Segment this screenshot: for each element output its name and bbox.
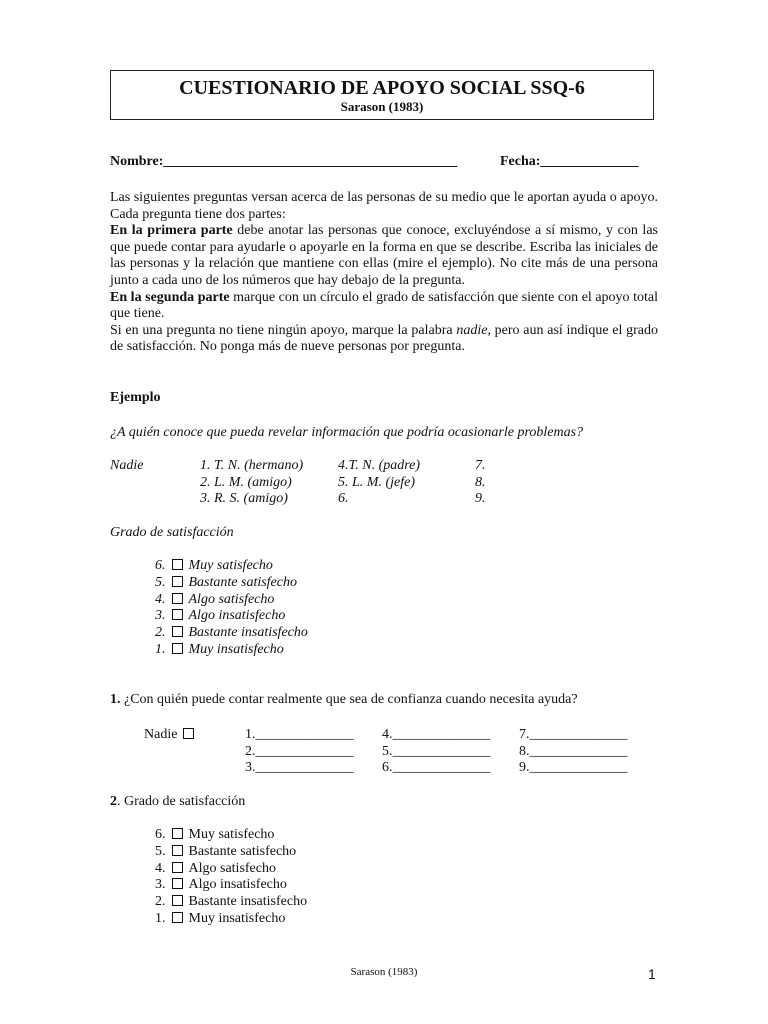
option-number: 6. [155, 827, 166, 842]
question-1-column-3 [519, 727, 628, 777]
option-label: Algo insatisfecho [188, 608, 286, 624]
option-label: Algo satisfecho [188, 591, 275, 607]
satisfaction-option [155, 827, 307, 844]
answer-line[interactable]: 1.______________ [245, 727, 354, 742]
option-label: Algo satisfecho [188, 860, 276, 876]
answer-line[interactable]: 4.______________ [382, 727, 491, 742]
option-label: Muy insatisfecho [188, 641, 284, 657]
question-1-nadie [144, 727, 200, 744]
example-option [155, 608, 308, 625]
option-number: 5. [155, 843, 166, 859]
instructions-intro: Las siguientes preguntas versan acerca de las personas de su medio que le aportan ayuda o apoyo. Cada pregunta tiene dos partes: [110, 190, 658, 222]
checkbox-icon[interactable] [172, 895, 183, 906]
page-title: CUESTIONARIO DE APOYO SOCIAL SSQ-6 [179, 77, 585, 99]
example-option [155, 625, 308, 642]
example-option [155, 558, 308, 575]
nadie-text-a: Si en una pregunta no tiene ningún apoyo, marque la palabra [110, 322, 457, 338]
name-field[interactable]: Nombre:__________________________________________ [110, 154, 458, 169]
option-label: Bastante insatisfecho [188, 625, 308, 641]
example-satisfaction-heading: Grado de satisfacción [110, 525, 234, 540]
answer-line[interactable]: 6.______________ [382, 760, 491, 776]
date-field[interactable]: Fecha:______________ [500, 154, 639, 169]
example-option [155, 575, 308, 592]
example-column-1 [200, 458, 303, 508]
example-option [155, 642, 308, 659]
question-2-options [155, 827, 307, 928]
question-1-number: 1. [110, 692, 121, 707]
example-entry: 5. L. M. (jefe) [338, 474, 415, 490]
option-number: 2. [155, 625, 166, 641]
example-option [155, 592, 308, 609]
example-entry: 9. [475, 491, 486, 507]
example-entry: 6. [338, 491, 349, 507]
nadie-text-b: , pero aun así indique el grado de satisfacción. No ponga más de nueve personas por pregunta. [110, 322, 658, 355]
checkbox-icon[interactable] [172, 609, 183, 620]
part1-text: debe anotar las personas que conoce, excluyéndose a sí mismo, y con las que puede contar para ayudarle o apoyarle en la forma en que se describe. Escriba las iniciales de las personas y la relación que mantiene con ellas (mire el ejemplo). No cite más de una persona junto a cada uno de los números que hay debajo de la pregunta. [110, 223, 658, 288]
instructions [110, 190, 658, 356]
instructions-part1 [110, 223, 658, 289]
example-entry: 8. [475, 474, 486, 490]
question-1 [110, 692, 578, 709]
example-entry: 3. R. S. (amigo) [200, 491, 288, 507]
satisfaction-option [155, 911, 307, 928]
satisfaction-option [155, 844, 307, 861]
example-column-3 [475, 458, 486, 508]
option-number: 2. [155, 894, 166, 910]
nadie-word: nadie [456, 322, 488, 338]
option-label: Bastante satisfecho [188, 843, 297, 859]
checkbox-icon[interactable] [172, 912, 183, 923]
part2-text: marque con un círculo el grado de satisfacción que siente con el apoyo total que tiene. [110, 289, 659, 322]
option-label: Bastante satisfecho [188, 574, 297, 590]
example-satisfaction-options [155, 558, 308, 659]
option-label: Muy satisfecho [188, 558, 273, 573]
page-subtitle: Sarason (1983) [340, 99, 424, 114]
answer-line[interactable]: 7.______________ [519, 727, 628, 742]
option-number: 3. [155, 608, 166, 624]
checkbox-icon[interactable] [172, 626, 183, 637]
option-number: 3. [155, 877, 166, 893]
title-box [110, 70, 654, 120]
nadie-checkbox-icon[interactable] [183, 728, 194, 739]
option-label: Muy satisfecho [188, 827, 275, 842]
instructions-part2 [110, 290, 658, 323]
example-question: ¿A quién conoce que pueda revelar información que podría ocasionarle problemas? [110, 425, 584, 440]
part1-label: En la primera parte [110, 223, 233, 239]
footer-citation: Sarason (1983) [350, 966, 418, 978]
example-column-2 [338, 458, 420, 508]
checkbox-icon[interactable] [172, 643, 183, 654]
checkbox-icon[interactable] [172, 862, 183, 873]
question-1-text: ¿Con quién puede contar realmente que sea de confianza cuando necesita ayuda? [120, 692, 578, 707]
question-2 [110, 794, 245, 811]
nadie-label: Nadie [144, 727, 178, 742]
page-number: 1 [648, 966, 656, 982]
checkbox-icon[interactable] [172, 828, 183, 839]
option-number: 4. [155, 591, 166, 607]
satisfaction-option [155, 894, 307, 911]
option-number: 1. [155, 641, 166, 657]
option-label: Muy insatisfecho [188, 910, 286, 926]
example-heading: Ejemplo [110, 390, 161, 405]
checkbox-icon[interactable] [172, 576, 183, 587]
answer-line[interactable]: 3.______________ [245, 760, 354, 776]
option-number: 5. [155, 574, 166, 590]
checkbox-icon[interactable] [172, 593, 183, 604]
checkbox-icon[interactable] [172, 845, 183, 856]
answer-line[interactable]: 2.______________ [245, 743, 354, 759]
instructions-nadie [110, 323, 658, 356]
question-1-column-2 [382, 727, 491, 777]
example-nadie: Nadie [110, 458, 144, 473]
satisfaction-option [155, 861, 307, 878]
example-entry: 1. T. N. (hermano) [200, 458, 304, 473]
option-number: 6. [155, 558, 166, 573]
checkbox-icon[interactable] [172, 559, 183, 570]
question-2-number: 2 [110, 794, 117, 809]
example-entry: 7. [475, 458, 486, 473]
example-entry: 4.T. N. (padre) [338, 458, 421, 473]
example-entry: 2. L. M. (amigo) [200, 474, 292, 490]
option-number: 4. [155, 860, 166, 876]
option-number: 1. [155, 910, 166, 926]
satisfaction-option [155, 877, 307, 894]
part2-label: En la segunda parte [110, 289, 230, 305]
answer-line[interactable]: 8.______________ [519, 743, 628, 759]
option-label: Algo insatisfecho [188, 877, 287, 893]
answer-line[interactable]: 5.______________ [382, 743, 491, 759]
option-label: Bastante insatisfecho [188, 894, 308, 910]
question-2-text: . Grado de satisfacción [117, 794, 246, 809]
question-1-column-1 [245, 727, 354, 777]
answer-line[interactable]: 9.______________ [519, 760, 628, 776]
checkbox-icon[interactable] [172, 878, 183, 889]
